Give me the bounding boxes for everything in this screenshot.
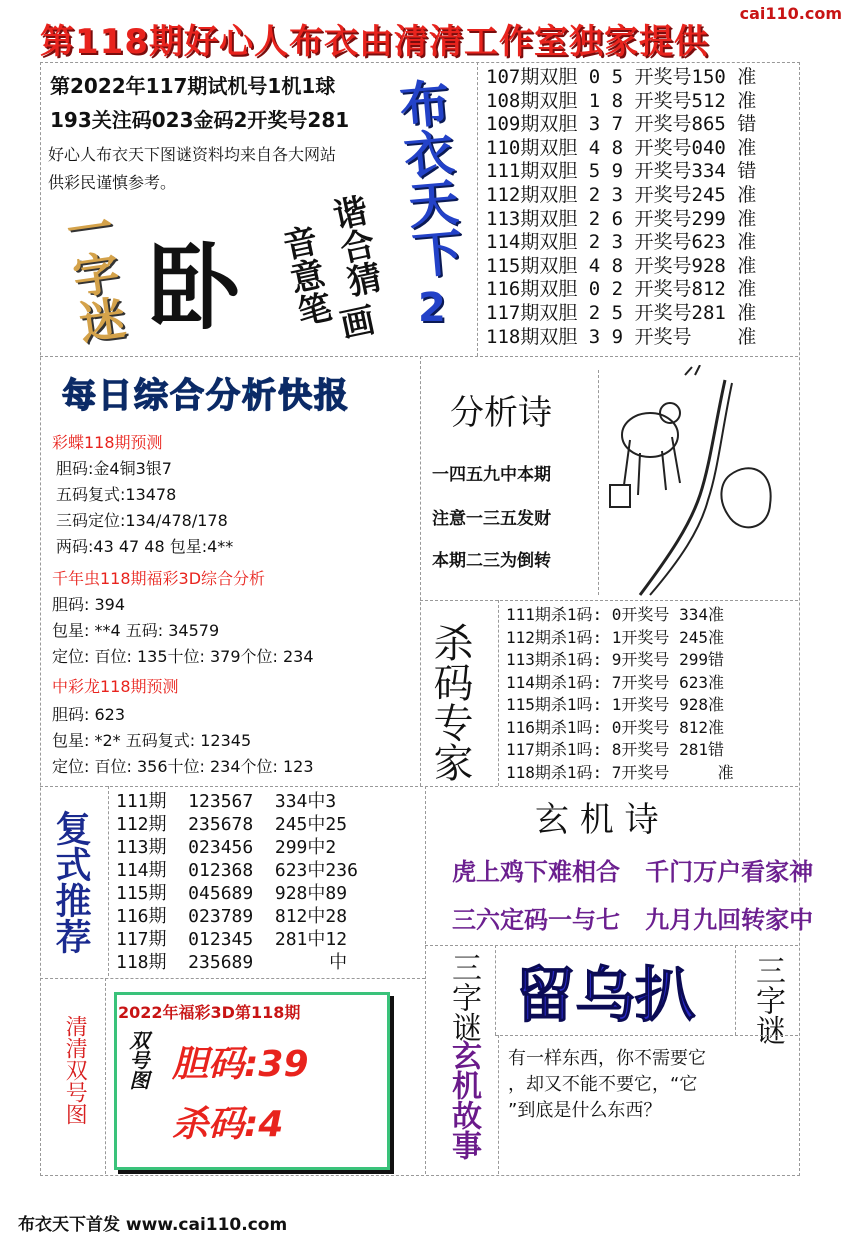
trial-line-2: 193关注码023金码2开奖号281 xyxy=(50,108,350,132)
list-item: 113期杀1码: 9开奖号 299错 xyxy=(506,650,724,669)
zhongcai-line: 定位: 百位: 356十位: 234个位: 123 xyxy=(52,757,314,776)
caidie-line: 五码复式:13478 xyxy=(56,485,177,504)
list-item: 117期 012345 281中12 xyxy=(116,929,348,950)
list-item: 109期双胆 3 7 开奖号865 错 xyxy=(486,113,757,136)
list-item: 114期双胆 2 3 开奖号623 准 xyxy=(486,231,757,254)
story-text-2: ，却又不能不要它，“它 xyxy=(508,1074,698,1095)
list-item: 116期杀1吗: 0开奖号 812准 xyxy=(506,717,724,737)
list-item: 113期 023456 299中2 xyxy=(116,837,337,858)
list-item: 115期 045689 928中89 xyxy=(116,883,348,904)
list-item: 113期双胆 2 6 开奖号299 准 xyxy=(486,207,757,230)
riddle-hint-1: 谐合猜 xyxy=(323,192,385,301)
trial-line-1: 第2022年117期试机号1机1球 xyxy=(50,74,336,98)
brand-vertical: 布衣天下 xyxy=(389,75,465,281)
riddle-hint-3: 画 xyxy=(330,301,378,343)
caidie-line: 胆码:金4铜3银7 xyxy=(56,459,172,478)
qianniang-line: 包星: **4 五码: 34579 xyxy=(52,621,220,640)
poem-line: 注意一三五发财 xyxy=(432,509,551,529)
shuanghao-sha: 杀码:4 xyxy=(172,1104,284,1145)
qianniang-title: 千年虫118期福彩3D综合分析 xyxy=(52,569,266,588)
sanzi-word: 留乌扒 xyxy=(515,961,695,1031)
list-item: 116期双胆 0 2 开奖号812 准 xyxy=(486,278,757,301)
list-item: 115期杀1吗: 1开奖号 928准 xyxy=(506,695,724,714)
site-logo: cai110.com xyxy=(739,4,842,23)
double-dan-list xyxy=(486,66,756,349)
zhongcai-title: 中彩龙118期预测 xyxy=(52,677,179,696)
kill-list xyxy=(506,604,734,784)
riddle-hint-2: 音意笔 xyxy=(273,222,335,331)
trial-note-1: 好心人布衣天下图谜资料均来自各大网站 xyxy=(48,145,337,164)
fushi-label: 复式推荐 xyxy=(50,810,91,954)
list-item: 112期双胆 2 3 开奖号245 准 xyxy=(486,183,757,206)
poem-title: 分析诗 xyxy=(450,393,552,433)
story-label: 玄机故事 xyxy=(446,1040,481,1160)
page-title: 第118期好心人布衣由清清工作室独家提供 xyxy=(40,22,709,62)
list-item: 115期双胆 4 8 开奖号928 准 xyxy=(486,254,757,277)
qianniang-line: 定位: 百位: 135十位: 379个位: 234 xyxy=(52,647,314,666)
brand-number: 2 xyxy=(418,285,446,331)
shuanghao-label: 清清双号图 xyxy=(62,1015,88,1125)
kill-label: 杀码专家 xyxy=(427,622,473,782)
riddle-character: 卧 xyxy=(148,234,241,342)
poem-line: 本期二三为倒转 xyxy=(432,551,551,571)
list-item: 112期杀1码: 1开奖号 245准 xyxy=(506,627,724,647)
trial-note-2: 供彩民谨慎参考。 xyxy=(48,173,177,192)
story-text-1: 有一样东西，你不需要它 xyxy=(508,1048,706,1069)
list-item: 118期双胆 3 9 开奖号 准 xyxy=(486,325,757,348)
list-item: 118期杀1码: 7开奖号 准 xyxy=(506,762,734,782)
poem-line: 一四五九中本期 xyxy=(432,465,551,485)
list-item: 112期 235678 245中25 xyxy=(116,814,348,835)
list-item: 116期 023789 812中28 xyxy=(116,906,348,927)
xuanji-line-2: 三六定码一与七 九月九回转家中 xyxy=(452,906,814,934)
caidie-line: 三码定位:134/478/178 xyxy=(56,511,228,530)
daily-banner: 每日综合分析快报 xyxy=(62,376,350,416)
caidie-line: 两码:43 47 48 包星:4** xyxy=(56,537,234,556)
list-item: 110期双胆 4 8 开奖号040 准 xyxy=(486,136,757,159)
footer-text: 布衣天下首发 www.cai110.com xyxy=(18,1215,288,1235)
list-item: 114期 012368 623中236 xyxy=(116,860,358,881)
xuanji-line-1: 虎上鸡下难相合 千门万户看家神 xyxy=(452,858,814,886)
qianniang-line: 胆码: 394 xyxy=(52,595,126,614)
list-item: 108期双胆 1 8 开奖号512 准 xyxy=(486,89,757,112)
fushi-list xyxy=(116,790,358,974)
sanzi-label-left: 三字谜 xyxy=(446,952,481,1042)
shuanghao-side: 双号图 xyxy=(126,1030,150,1090)
shuanghao-card-title: 2022年福彩3D第118期 xyxy=(118,1003,301,1022)
xuanji-title: 玄 机 诗 xyxy=(535,800,659,840)
riddle-label: 一字迷 xyxy=(56,201,130,347)
list-item: 117期双胆 2 5 开奖号281 准 xyxy=(486,301,757,324)
sanzi-label-right: 三字谜 xyxy=(750,955,785,1045)
list-item: 118期 235689 中 xyxy=(116,952,348,973)
caidie-title: 彩蝶118期预测 xyxy=(52,433,163,452)
zhongcai-line: 胆码: 623 xyxy=(52,705,126,724)
story-text-3: ”到底是什么东西？ xyxy=(508,1100,662,1121)
list-item: 107期双胆 0 5 开奖号150 准 xyxy=(486,66,757,88)
zhongcai-line: 包星: *2* 五码复式: 12345 xyxy=(52,731,252,750)
tiger-illustration xyxy=(600,365,790,600)
list-item: 111期杀1码: 0开奖号 334准 xyxy=(506,605,724,624)
list-item: 114期杀1码: 7开奖号 623准 xyxy=(506,672,724,692)
list-item: 111期 123567 334中3 xyxy=(116,791,337,812)
shuanghao-dan: 胆码:39 xyxy=(172,1044,309,1085)
list-item: 117期杀1吗: 8开奖号 281错 xyxy=(506,740,724,759)
list-item: 111期双胆 5 9 开奖号334 错 xyxy=(486,160,757,183)
